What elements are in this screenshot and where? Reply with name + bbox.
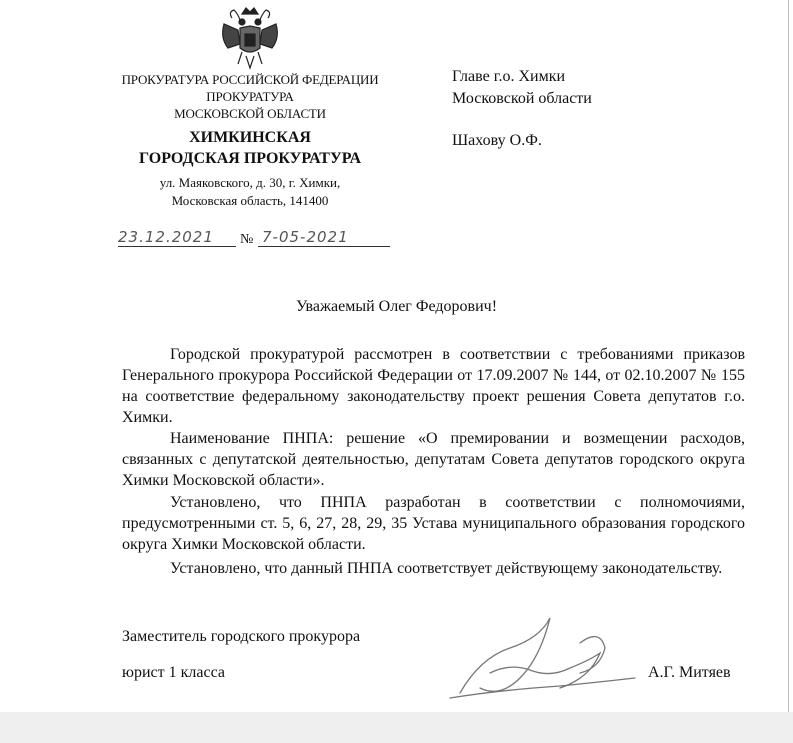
registration-date: 23.12.2021 — [118, 228, 214, 246]
recipient-name: Шахову О.Ф. — [452, 132, 542, 149]
office-name-bold-line1: ХИМКИНСКАЯ — [189, 129, 311, 146]
office-address-line2: Московская область, 141400 — [171, 193, 329, 208]
recipient-line2: Московской области — [452, 90, 592, 107]
signatory-name: А.Г. Митяев — [648, 664, 731, 681]
prosecutor-office-header-line1: ПРОКУРАТУРА РОССИЙСКОЙ ФЕДЕРАЦИИ — [121, 72, 379, 87]
office-address-line1: ул. Маяковского, д. 30, г. Химки, — [159, 175, 341, 190]
prosecutor-office-header-line3: МОСКОВСКОЙ ОБЛАСТИ — [174, 106, 326, 121]
greeting: Уважаемый Олег Федорович! — [295, 298, 498, 315]
prosecutor-office-header-line2: ПРОКУРАТУРА — [206, 89, 294, 104]
date-underline — [118, 246, 236, 247]
office-name-bold-line2: ГОРОДСКАЯ ПРОКУРАТУРА — [139, 150, 361, 167]
registration-number: 7-05-2021 — [262, 228, 349, 246]
recipient-line1: Главе г.о. Химки — [452, 68, 566, 85]
handwritten-signature — [440, 598, 640, 703]
page-bottom-strip — [0, 712, 793, 743]
signatory-position-line1: Заместитель городского прокурора — [122, 628, 361, 645]
body-paragraph-4: Установлено, что данный ПНПА соответствует действующему законодательству. — [170, 560, 723, 577]
body-paragraph-2: Наименование ПНПА: решение «О премировании и возмещении расходов, связанных с депутатской деятельностью, депутатам Совета депутатов городского округа Химки Московской области». — [122, 430, 745, 489]
number-sign: № — [240, 232, 254, 247]
number-underline — [258, 246, 390, 247]
signatory-position-line2: юрист 1 класса — [122, 664, 225, 681]
body-paragraph-1: Городской прокуратурой рассмотрен в соответствии с требованиями приказов Генерального прокурора Российской Федерации от 17.09.2007 № 144, от 02.10.2007 № 155 на соответствие федеральному законодательству проект решения Совета депутатов г.о. Химки. — [122, 346, 745, 426]
page-right-edge — [788, 0, 789, 743]
body-paragraph-3: Установлено, что ПНПА разработан в соответствии с полномочиями, предусмотренными ст. 5, 6, 27, 28, 29, 35 Устава муниципального образования городского округа Химки Московской области. — [122, 494, 745, 553]
coat-of-arms-emblem — [218, 4, 282, 70]
